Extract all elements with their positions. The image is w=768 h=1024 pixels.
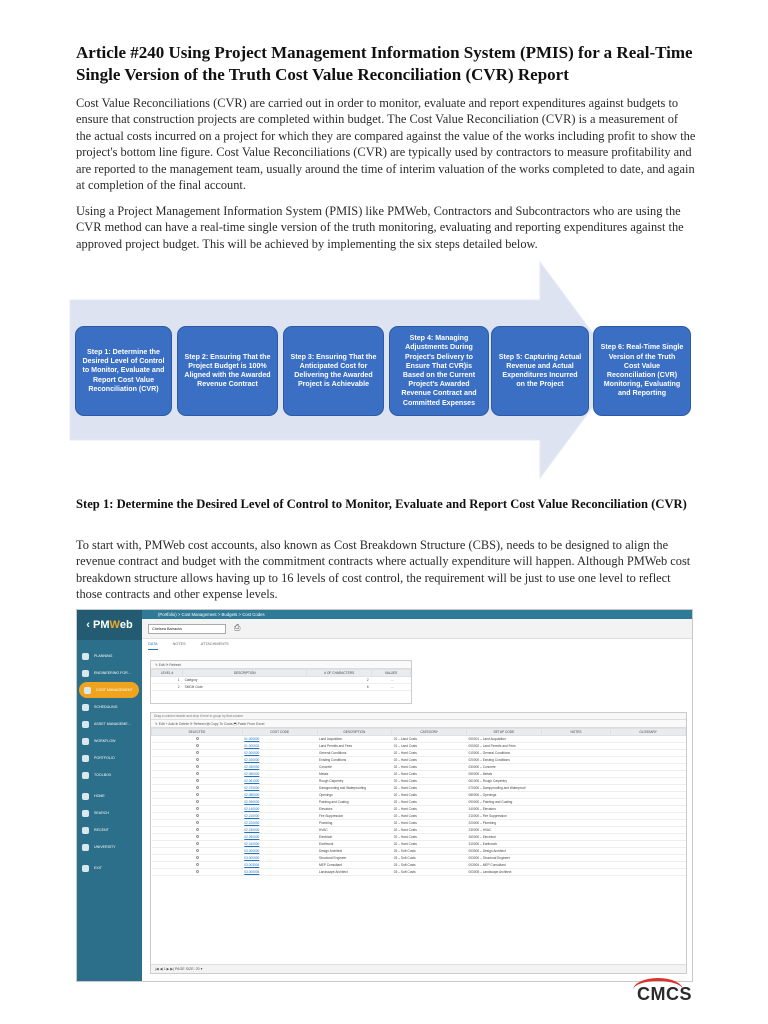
row-select[interactable]	[152, 736, 243, 743]
cell-category: 02 – Hard Costs	[392, 813, 467, 820]
process-arrow	[0, 0, 768, 500]
col-cost-code[interactable]: COST CODE	[242, 729, 317, 736]
logo-text-start: ‹ PM	[86, 619, 110, 631]
lightbulb-icon	[82, 653, 89, 660]
col-notes[interactable]: NOTES	[541, 729, 610, 736]
cell-category: 02 – Hard Costs	[392, 820, 467, 827]
table-row[interactable]	[152, 771, 686, 778]
cell-notes	[541, 785, 610, 792]
page-title: Article #240 Using Project Management Information System (PMIS) for a Real-Time Single Version of the Truth Cost Value Reconciliation (CVR) Report	[76, 43, 693, 84]
cell-cost-code[interactable]: 02.061000	[242, 778, 317, 785]
table-row[interactable]	[152, 764, 686, 771]
table-row[interactable]	[152, 827, 686, 834]
cell-cost-code[interactable]: 02.140000	[242, 806, 317, 813]
levels-cell-values[interactable]: …	[372, 677, 411, 684]
col-description[interactable]: DESCRIPTION	[317, 729, 392, 736]
select-radio-icon[interactable]	[196, 842, 199, 845]
cell-cost-code[interactable]: 02.000000	[242, 750, 317, 757]
dollar-icon	[84, 687, 91, 694]
cell-cost-code[interactable]: 02.310000	[242, 841, 317, 848]
cell-glossary	[611, 813, 686, 820]
table-row[interactable]	[152, 750, 686, 757]
cell-description: Dampproofing and Waterproofing	[317, 785, 392, 792]
check-icon	[82, 738, 89, 745]
row-select[interactable]	[152, 855, 243, 862]
sidebar-item-label: UNIVERSITY	[94, 845, 116, 849]
breadcrumb[interactable]: (Portfolio) > Cost Management > Budgets > Cost Codes	[142, 610, 692, 619]
gear-icon	[82, 755, 89, 762]
cell-cost-code[interactable]: 02.230000	[242, 827, 317, 834]
exit-icon	[82, 865, 89, 872]
row-select[interactable]	[152, 771, 243, 778]
cell-description: General Conditions	[317, 750, 392, 757]
cell-description: Painting and Coating	[317, 799, 392, 806]
cell-glossary	[611, 855, 686, 862]
table-row[interactable]	[152, 813, 686, 820]
cell-notes	[541, 869, 610, 876]
recent-icon	[82, 827, 89, 834]
cell-cost-code[interactable]: 02.220000	[242, 820, 317, 827]
step-3-box: Step 3: Ensuring That the Anticipated Cost for Delivering the Awarded Project is Achievable	[283, 326, 384, 416]
folder-icon	[82, 670, 89, 677]
select-radio-icon[interactable]	[196, 821, 199, 824]
col-values[interactable]: VALUES	[372, 670, 411, 677]
sidebar-item-label: ENGINEERING FOR...	[94, 671, 131, 675]
cell-cost-code[interactable]: 02.070000	[242, 785, 317, 792]
select-radio-icon[interactable]	[196, 737, 199, 740]
sidebar-item-label: RECENT	[94, 828, 109, 832]
pmweb-screenshot	[76, 609, 693, 982]
sidebar-item-label: PLANNING	[94, 654, 113, 658]
sidebar-item-label: ASSET MANAGEME...	[94, 722, 131, 726]
row-select[interactable]	[152, 862, 243, 869]
cost-codes-grid	[150, 712, 687, 974]
select-radio-icon[interactable]	[196, 772, 199, 775]
table-row[interactable]	[152, 792, 686, 799]
cell-description: Metals	[317, 771, 392, 778]
select-radio-icon[interactable]	[196, 786, 199, 789]
cell-glossary	[611, 806, 686, 813]
select-radio-icon[interactable]	[196, 779, 199, 782]
cell-category: 03 – Soft Costs	[392, 869, 467, 876]
col-category[interactable]: CATEGORY	[392, 729, 467, 736]
cell-description: Electrical	[317, 834, 392, 841]
cell-setup-code: 003005 – Landscape Architect	[467, 869, 542, 876]
cell-setup-code: 070000 – Dampproofing and Waterproof	[467, 785, 542, 792]
cell-cost-code[interactable]: 01.000002	[242, 743, 317, 750]
cell-description: Rough Carpentry	[317, 778, 392, 785]
sidebar-item-label: EXIT	[94, 866, 102, 870]
cell-category: 02 – Hard Costs	[392, 778, 467, 785]
home-icon	[82, 793, 89, 800]
levels-cell-description: Category	[183, 677, 307, 684]
select-radio-icon[interactable]	[196, 870, 199, 873]
cell-setup-code: 061000 – Rough Carpentry	[467, 778, 542, 785]
levels-panel	[150, 660, 412, 704]
calendar-icon	[82, 704, 89, 711]
cell-description: Land Permits and Fees	[317, 743, 392, 750]
cell-glossary	[611, 869, 686, 876]
cell-category: 02 – Hard Costs	[392, 771, 467, 778]
cell-setup-code: 030000 – Concrete	[467, 764, 542, 771]
levels-cell-chars: 2	[307, 677, 372, 684]
sidebar-item-4[interactable]	[77, 699, 142, 715]
table-row[interactable]	[152, 841, 686, 848]
cell-glossary	[611, 799, 686, 806]
cell-category: 02 – Hard Costs	[392, 785, 467, 792]
cell-glossary	[611, 771, 686, 778]
print-icon[interactable]: ⎙	[234, 623, 241, 632]
select-radio-icon[interactable]	[196, 793, 199, 796]
step-2-box: Step 2: Ensuring That the Project Budget is 100% Aligned with the Awarded Revenue Contract	[177, 326, 278, 416]
sidebar-item-10[interactable]	[77, 805, 142, 821]
cell-notes	[541, 743, 610, 750]
cell-setup-code: 310000 – Earthwork	[467, 841, 542, 848]
grid-pager[interactable]: |◀ ◀ 1 ▶ ▶| PAGE SIZE: 20 ▾	[151, 964, 686, 973]
cell-setup-code: 010000 – General Conditions	[467, 750, 542, 757]
university-icon	[82, 844, 89, 851]
cell-cost-code[interactable]: 02.050000	[242, 771, 317, 778]
step-1-box: Step 1: Determine the Desired Level of Control to Monitor, Evaluate and Report Cost Value Reconciliation (CVR)	[75, 326, 172, 416]
table-row[interactable]	[152, 806, 686, 813]
sidebar-item-label: HOME	[94, 794, 105, 798]
col-level[interactable]: LEVEL #	[152, 670, 183, 677]
row-select[interactable]	[152, 848, 243, 855]
cell-cost-code[interactable]: 02.020000	[242, 757, 317, 764]
cell-glossary	[611, 750, 686, 757]
sidebar-item-2[interactable]	[77, 665, 142, 681]
row-select[interactable]	[152, 757, 243, 764]
sidebar-item-13[interactable]	[77, 860, 142, 876]
select-radio-icon[interactable]	[196, 863, 199, 866]
col-description[interactable]: DESCRIPTION	[183, 670, 307, 677]
cell-description: HVAC	[317, 827, 392, 834]
cell-cost-code[interactable]: 03.000000	[242, 848, 317, 855]
select-radio-icon[interactable]	[196, 849, 199, 852]
sidebar	[77, 610, 142, 982]
toolbar	[142, 619, 692, 639]
cell-setup-code: 220000 – Plumbing	[467, 820, 542, 827]
row-select[interactable]	[152, 806, 243, 813]
cell-notes	[541, 750, 610, 757]
levels-cell-description: SMCM Code	[183, 684, 307, 691]
select-radio-icon[interactable]	[196, 744, 199, 747]
step-1-paragraph: To start with, PMWeb cost accounts, also known as Cost Breakdown Structure (CBS), needs to be designed to align the revenue contract and budget with the commitment contracts where actually expenditure will happen. Although PMWeb cost breakdown structure allows having up to 16 levels of cost control, the requirement will be just to use one level to reflect those contracts and other expense levels.	[76, 538, 691, 602]
levels-cell-level: 2	[152, 684, 183, 691]
row-select[interactable]	[152, 799, 243, 806]
tab-attachments[interactable]: ATTACHMENTS	[200, 642, 229, 646]
col-characters[interactable]: # OF CHARACTERS	[307, 670, 372, 677]
cell-glossary	[611, 778, 686, 785]
cell-notes	[541, 841, 610, 848]
cell-setup-code: 000002 – Land Permits and Fees	[467, 743, 542, 750]
table-row[interactable]	[152, 757, 686, 764]
row-select[interactable]	[152, 841, 243, 848]
sidebar-item-label: SEARCH	[94, 811, 109, 815]
cell-setup-code: 003000 – Design Architect	[467, 848, 542, 855]
cell-notes	[541, 855, 610, 862]
tab-data[interactable]: DATA	[148, 639, 158, 650]
step-1-heading: Step 1: Determine the Desired Level of Control to Monitor, Evaluate and Report Cost Value Reconciliation (CVR)	[76, 497, 687, 511]
cmcs-logo	[637, 984, 692, 1005]
cell-description: Concrete	[317, 764, 392, 771]
cell-category: 02 – Hard Costs	[392, 806, 467, 813]
cell-glossary	[611, 785, 686, 792]
select-radio-icon[interactable]	[196, 800, 199, 803]
cell-setup-code: 260000 – Electrical	[467, 834, 542, 841]
sidebar-item-label: WORKFLOW	[94, 739, 116, 743]
cell-description: Elevators	[317, 806, 392, 813]
cell-description: Fire Suppression	[317, 813, 392, 820]
cell-category: 02 – Hard Costs	[392, 764, 467, 771]
levels-cell-values[interactable]: …	[372, 684, 411, 691]
logo-text-end: eb	[119, 619, 133, 631]
sidebar-item-label: PORTFOLIO	[94, 756, 115, 760]
cell-notes	[541, 827, 610, 834]
cell-setup-code: 050000 – Metals	[467, 771, 542, 778]
table-row[interactable]	[152, 855, 686, 862]
cell-category: 02 – Hard Costs	[392, 792, 467, 799]
cell-setup-code: 003000 – Structural Engineer	[467, 855, 542, 862]
row-select[interactable]	[152, 834, 243, 841]
cell-description: MEP Consultant	[317, 862, 392, 869]
cell-glossary	[611, 862, 686, 869]
cell-glossary	[611, 736, 686, 743]
cell-description: Design Architect	[317, 848, 392, 855]
sidebar-item-label: COST MANAGEMENT	[96, 688, 133, 692]
select-radio-icon[interactable]	[196, 856, 199, 859]
row-select[interactable]	[152, 743, 243, 750]
sidebar-item-3[interactable]	[79, 682, 139, 698]
levels-toolbar[interactable]: ✎ Edit ⟳ Refresh	[151, 661, 411, 669]
cell-setup-code: 140000 – Elevators	[467, 806, 542, 813]
cell-cost-code[interactable]: 02.260000	[242, 834, 317, 841]
cell-glossary	[611, 848, 686, 855]
sidebar-item-5[interactable]	[77, 716, 142, 732]
sidebar-item-6[interactable]	[77, 733, 142, 749]
cell-notes	[541, 736, 610, 743]
row-select[interactable]	[152, 778, 243, 785]
select-radio-icon[interactable]	[196, 751, 199, 754]
cell-notes	[541, 834, 610, 841]
cell-notes	[541, 764, 610, 771]
sidebar-item-7[interactable]	[77, 750, 142, 766]
cell-description: Existing Conditions	[317, 757, 392, 764]
sidebar-item-1[interactable]	[77, 648, 142, 664]
cell-category: 01 – Land Costs	[392, 736, 467, 743]
cell-category: 02 – Hard Costs	[392, 834, 467, 841]
table-row[interactable]	[152, 736, 686, 743]
table-row[interactable]	[152, 743, 686, 750]
tab-bar	[142, 639, 692, 649]
table-row[interactable]	[152, 834, 686, 841]
levels-table	[151, 669, 411, 691]
col-selected[interactable]: SELECTED	[152, 729, 243, 736]
cell-glossary	[611, 764, 686, 771]
sidebar-item-label: SCHEDULING	[94, 705, 118, 709]
pmis-paragraph: Using a Project Management Information System (PMIS) like PMWeb, Contractors and Subcontractors who are using the CVR method can have a real-time single version of the truth monitoring, evaluating and reporting expenditures against the approved project budget. This will be achieved by implementing the six steps detailed below.	[76, 204, 684, 251]
search-icon	[82, 810, 89, 817]
cell-category: 03 – Soft Costs	[392, 855, 467, 862]
cell-category: 02 – Hard Costs	[392, 750, 467, 757]
sidebar-item-11[interactable]	[77, 822, 142, 838]
step-6-box: Step 6: Real-Time Single Version of the Truth Cost Value Reconciliation (CVR) Monitoring, Evaluating and Reporting	[593, 326, 691, 416]
select-radio-icon[interactable]	[196, 758, 199, 761]
cmcs-logo-text: CMCS	[637, 984, 692, 1004]
cell-category: 02 – Hard Costs	[392, 799, 467, 806]
group-by-hint[interactable]: Drag a column header and drop it here to group by that column	[151, 713, 686, 720]
row-select[interactable]	[152, 785, 243, 792]
row-select[interactable]	[152, 869, 243, 876]
cell-notes	[541, 806, 610, 813]
cell-notes	[541, 848, 610, 855]
cell-cost-code[interactable]: 03.000000	[242, 855, 317, 862]
toolbox-icon	[82, 772, 89, 779]
cell-notes	[541, 792, 610, 799]
step-4-box: Step 4: Managing Adjustments During Project's Delivery to Ensure That CVR)is Based on the Current Project's Awarded Revenue Contract and Committed Expenses	[389, 326, 489, 416]
cell-notes	[541, 799, 610, 806]
cell-description: Openings	[317, 792, 392, 799]
cell-category: 02 – Hard Costs	[392, 827, 467, 834]
cell-notes	[541, 778, 610, 785]
cell-description: Plumbing	[317, 820, 392, 827]
logo-text-accent: W	[109, 619, 120, 631]
cell-cost-code[interactable]: 03.003004	[242, 862, 317, 869]
select-radio-icon[interactable]	[196, 765, 199, 768]
cell-glossary	[611, 757, 686, 764]
cell-notes	[541, 757, 610, 764]
col-glossary[interactable]: GLOSSARY	[611, 729, 686, 736]
tab-notes[interactable]: NOTES	[172, 642, 186, 646]
cell-cost-code[interactable]: 02.030000	[242, 764, 317, 771]
levels-row[interactable]	[152, 684, 411, 691]
intro-paragraph: Cost Value Reconciliations (CVR) are carried out in order to monitor, evaluate and report expenditures against budgets to ensure that construction projects are completed within budget. The Cost Value Reconciliation (CVR) is a measurement of the actual costs incurred on a project for which they are compared against the value of the works including profit to show the project's bottom line figure. Cost Value Reconciliations (CVR) are typically used by contractors to measure profitability and are reported to the management team, usually around the time of interim valuation of the works completed to date, and again at completion of the final account.	[76, 96, 696, 193]
cell-glossary	[611, 841, 686, 848]
sidebar-item-label: TOOLBOX	[94, 773, 112, 777]
cell-category: 03 – Soft Costs	[392, 848, 467, 855]
cell-setup-code: 003004 – MEP Consultant	[467, 862, 542, 869]
cell-setup-code: 000001 – Land Acquisition	[467, 736, 542, 743]
cell-cost-code[interactable]: 02.090000	[242, 799, 317, 806]
cell-setup-code: 230000 – HVAC	[467, 827, 542, 834]
cell-glossary	[611, 820, 686, 827]
cell-setup-code: 020000 – Existing Conditions	[467, 757, 542, 764]
sidebar-item-12[interactable]	[77, 839, 142, 855]
cell-setup-code: 090000 – Painting and Coating	[467, 799, 542, 806]
cell-cost-code[interactable]: 02.080000	[242, 792, 317, 799]
table-row[interactable]	[152, 820, 686, 827]
col-setup-code[interactable]: SETUP CODE	[467, 729, 542, 736]
cell-category: 01 – Land Costs	[392, 743, 467, 750]
select-radio-icon[interactable]	[196, 807, 199, 810]
grid-toolbar[interactable]: ✎ Edit + Add ⊗ Delete ⟳ Refresh ▤ Copy To Costs ⬒ Paste From Excel	[151, 720, 686, 728]
cell-notes	[541, 813, 610, 820]
cell-cost-code[interactable]: 03.000005	[242, 869, 317, 876]
cell-description: Land Acquisition	[317, 736, 392, 743]
cell-description: Earthwork	[317, 841, 392, 848]
step-5-box: Step 5: Capturing Actual Revenue and Actual Expenditures Incurred on the Project	[491, 326, 589, 416]
cell-glossary	[611, 792, 686, 799]
row-select[interactable]	[152, 820, 243, 827]
row-select[interactable]	[152, 750, 243, 757]
cell-glossary	[611, 834, 686, 841]
cell-notes	[541, 820, 610, 827]
select-radio-icon[interactable]	[196, 828, 199, 831]
table-row[interactable]	[152, 869, 686, 876]
cell-cost-code[interactable]: 01.000000	[242, 736, 317, 743]
row-select[interactable]	[152, 813, 243, 820]
table-row[interactable]	[152, 862, 686, 869]
levels-cell-chars: 6	[307, 684, 372, 691]
cell-glossary	[611, 827, 686, 834]
cell-notes	[541, 771, 610, 778]
cost-codes-table	[151, 728, 686, 876]
project-selector[interactable]: Chelsea Barracks	[148, 624, 226, 634]
pmweb-logo[interactable]	[77, 610, 142, 640]
table-row[interactable]	[152, 785, 686, 792]
levels-row[interactable]	[152, 677, 411, 684]
table-row[interactable]	[152, 778, 686, 785]
cell-description: Landscape Architect	[317, 869, 392, 876]
cell-glossary	[611, 743, 686, 750]
select-radio-icon[interactable]	[196, 814, 199, 817]
sidebar-item-8[interactable]	[77, 767, 142, 783]
table-row[interactable]	[152, 799, 686, 806]
cell-setup-code: 210000 – Fire Suppression	[467, 813, 542, 820]
table-row[interactable]	[152, 848, 686, 855]
cell-cost-code[interactable]: 02.210000	[242, 813, 317, 820]
levels-cell-level: 1	[152, 677, 183, 684]
sidebar-item-9[interactable]	[77, 788, 142, 804]
row-select[interactable]	[152, 764, 243, 771]
cell-notes	[541, 862, 610, 869]
select-radio-icon[interactable]	[196, 835, 199, 838]
cell-setup-code: 080000 – Openings	[467, 792, 542, 799]
row-select[interactable]	[152, 792, 243, 799]
cell-description: Structural Engineer	[317, 855, 392, 862]
cell-category: 02 – Hard Costs	[392, 841, 467, 848]
cell-category: 02 – Hard Costs	[392, 757, 467, 764]
asset-icon	[82, 721, 89, 728]
cell-category: 03 – Soft Costs	[392, 862, 467, 869]
row-select[interactable]	[152, 827, 243, 834]
